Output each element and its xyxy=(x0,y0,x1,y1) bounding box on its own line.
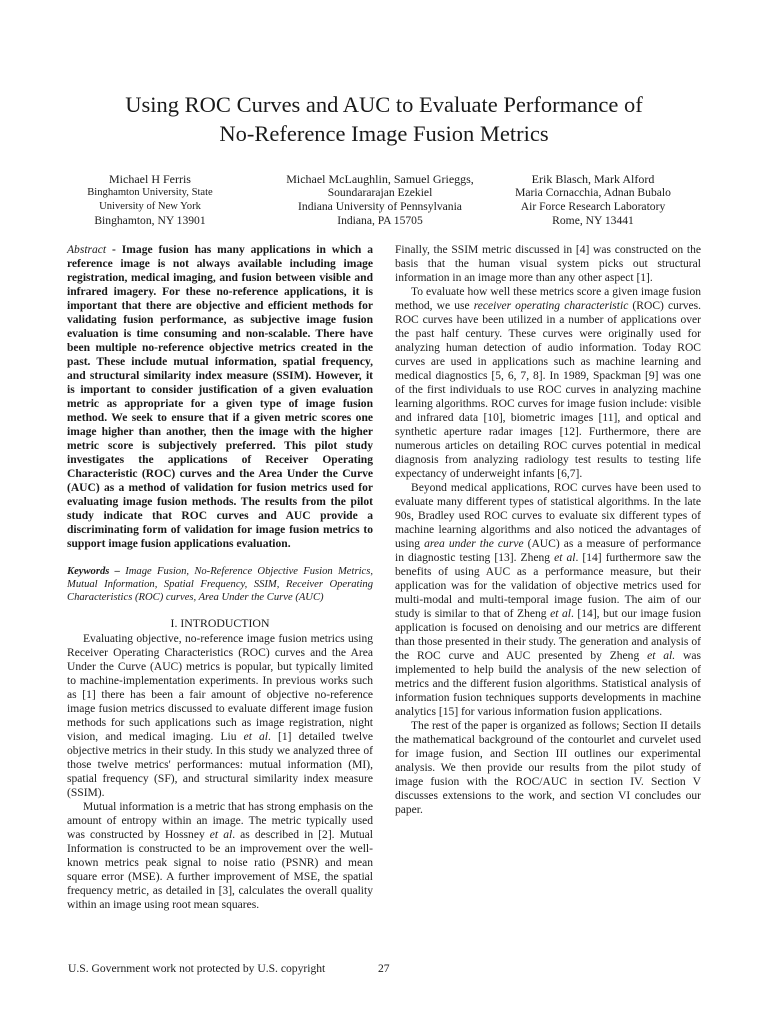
author-location: Indiana, PA 15705 xyxy=(337,214,423,227)
text-run: (AUC) as a measure of performance in diagnostic testing [13]. Zheng xyxy=(395,538,701,564)
text-run: Beyond medical applications, ROC curves have been used to evaluate many different types of statistical algorithms. In the late 90s, Bradley used ROC curves to evaluate six different types of machine learning algorithms and also noticed the advantages of using xyxy=(395,482,701,550)
text-run: . as described in [2]. Mutual Information is constructed to be an improvement over the well-known metrics peak signal to noise ratio (PSNR) and mean square error (MSE). A further improvement of MSE, the spatial frequency metric, as detailed in [3], calculates the overall quality within an image using root mean squares. xyxy=(67,829,373,911)
keywords-text: Image Fusion, No-Reference Objective Fusion Metrics, Mutual Information, Spatial Frequency, SSIM, Receiver Operating Characteristics (ROC) curves, Area Under the Curve (AUC) xyxy=(67,566,373,603)
author-blasch xyxy=(488,172,698,228)
abstract-text: - Image fusion has many applications in which a reference image is not always available including image registration, medical imaging, and fusion between visible and infrared imagery. For these no-reference applications, it is important that there are objective and efficient methods for validating fusion performance, as subjective image fusion evaluation is time consuming and non-scalable. There have been multiple no-reference objective metrics created in the past. These include mutual information, spatial frequency, and structural similarity index measure (SSIM). However, it is important to consider justification of a given evaluation metric as appropriate for a given type of image fusion method. We seek to ensure that if a given metric scores one image higher than another, then the image with the higher metric score is subjectively preferred. This pilot study investigates the applications of Receiver Operating Characteristic (ROC) curves and the Area Under the Curve (AUC) as a method of validation for fusion metrics used for evaluating image fusion methods. The results from the pilot study indicate that ROC curves and AUC provide a discriminating form of validation for image fusion metrics to support image fusion applications evaluation. xyxy=(67,244,373,550)
abstract-label: Abstract xyxy=(67,244,107,256)
italic-run: et al xyxy=(554,552,576,564)
author-name: Michael H Ferris xyxy=(109,172,191,186)
right-column xyxy=(395,243,701,817)
text-run: . [1] detailed twelve objective metrics in their study. In this study we analyzed three of those twelve metrics' performances: mutual information (MI), spatial frequency (SF), and structural similarity index measure (SSIM). xyxy=(67,731,373,799)
abstract xyxy=(67,243,373,551)
section-heading-introduction: I. INTRODUCTION xyxy=(170,616,270,630)
author-ferris xyxy=(60,172,240,228)
text-run: To evaluate how well these metrics score a given image fusion method, we use xyxy=(395,286,701,312)
italic-run: et al xyxy=(209,829,233,841)
italic-run: et al xyxy=(550,608,571,620)
title-line-1: Using ROC Curves and AUC to Evaluate Performance of xyxy=(125,92,643,117)
intro-paragraph-1 xyxy=(67,632,373,800)
author-name-cont: Maria Cornacchia, Adnan Bubalo xyxy=(515,186,671,199)
author-name: Michael McLaughlin, Samuel Grieggs, xyxy=(286,172,474,186)
italic-run: receiver operating characteristic xyxy=(473,300,629,312)
copyright-footer: U.S. Government work not protected by U.S. copyright xyxy=(68,962,326,975)
right-paragraph-1: Finally, the SSIM metric discussed in [4] was constructed on the basis that the human visual system picks out structural information in an image more than any other aspect [1]. xyxy=(395,244,701,284)
author-name: Erik Blasch, Mark Alford xyxy=(531,172,655,186)
author-name-cont: Soundararajan Ezekiel xyxy=(327,186,433,199)
author-affiliation: Indiana University of Pennsylvania xyxy=(298,200,462,213)
author-affiliation: Binghamton University, State xyxy=(87,187,213,198)
left-column xyxy=(67,243,373,912)
title-line-2: No-Reference Image Fusion Metrics xyxy=(219,121,549,146)
right-paragraph-4: The rest of the paper is organized as follows; Section II details the mathematical background of the contourlet and curvelet used for image fusion, and Section III outlines our experimental analysis. We then provide our results from the pilot study of image fusion with the ROC/AUC in section IV. Section V discusses extensions to the work, and section VI concludes our paper. xyxy=(395,720,701,816)
author-mclaughlin xyxy=(270,172,490,228)
right-paragraph-2 xyxy=(395,285,701,481)
italic-run: et al. xyxy=(647,650,676,662)
author-affiliation: Air Force Research Laboratory xyxy=(520,200,666,213)
text-run: Mutual information is a metric that has strong emphasis on the amount of entropy within an image. The metric typically used was constructed by Hossney xyxy=(67,801,373,841)
italic-run: et al xyxy=(243,731,269,743)
keywords xyxy=(67,565,373,604)
page-number: 27 xyxy=(378,962,390,975)
italic-run: area under the curve xyxy=(424,538,524,550)
right-paragraph-3 xyxy=(395,481,701,719)
intro-paragraph-2 xyxy=(67,800,373,912)
keywords-label: Keywords – xyxy=(67,566,120,577)
text-run: (ROC) curves. ROC curves have been utilized in a number of applications over the past half century. These curves were originally used for analyzing human detection of audio information. Today ROC curves are used in applications such as machine learning and medical diagnostics [5, 6, 7, 8]. In 1989, Spackman [9] was one of the first individuals to use ROC curves in analyzing machine learning algorithms. ROC curves for image fusion include: visible and infrared data [10], biometric images [11], and optical and synthetic aperture radar images [12]. Furthermore, there are numerous articles on detailing ROC curves potential in medical diagnosis from analyzing radiology test results to testing life expectancy of underweight infants [6,7]. xyxy=(395,300,701,480)
text-run: . [14] furthermore saw the benefits of using AUC as a performance measure, but their application was for the validation of objective metrics used for multi-modal and multi-temporal image fusion. The aim of our study is similar to that of Zheng xyxy=(395,552,702,620)
text-run: was implemented to help build the analysis of the new selection of metrics and the different fusion algorithms. Statistical analysis of information fusion techniques supports developments in machine analytics [15] for various information fusion applications. xyxy=(395,650,701,718)
text-run: . [14], but our image fusion application is focused on denoising and our metrics are different than those presented in their study. The generation and analysis of the ROC curve and AUC presented by Zheng xyxy=(395,608,702,662)
paper-title xyxy=(40,90,728,148)
author-location: Binghamton, NY 13901 xyxy=(94,214,206,227)
author-affiliation: University of New York xyxy=(99,201,201,212)
text-run: Evaluating objective, no-reference image fusion metrics using Receiver Operating Characteristics (ROC) curves and the Area Under the Curve (AUC) metrics is popular, but typically limited to machine-implementation experiments. In previous works such as [1] there has been a fair amount of objective no-reference image fusion metrics discussed to evaluate different image fusion methods for such applications such as image registration, night vision, and medical imaging. Liu xyxy=(67,633,373,743)
author-location: Rome, NY 13441 xyxy=(552,214,634,227)
